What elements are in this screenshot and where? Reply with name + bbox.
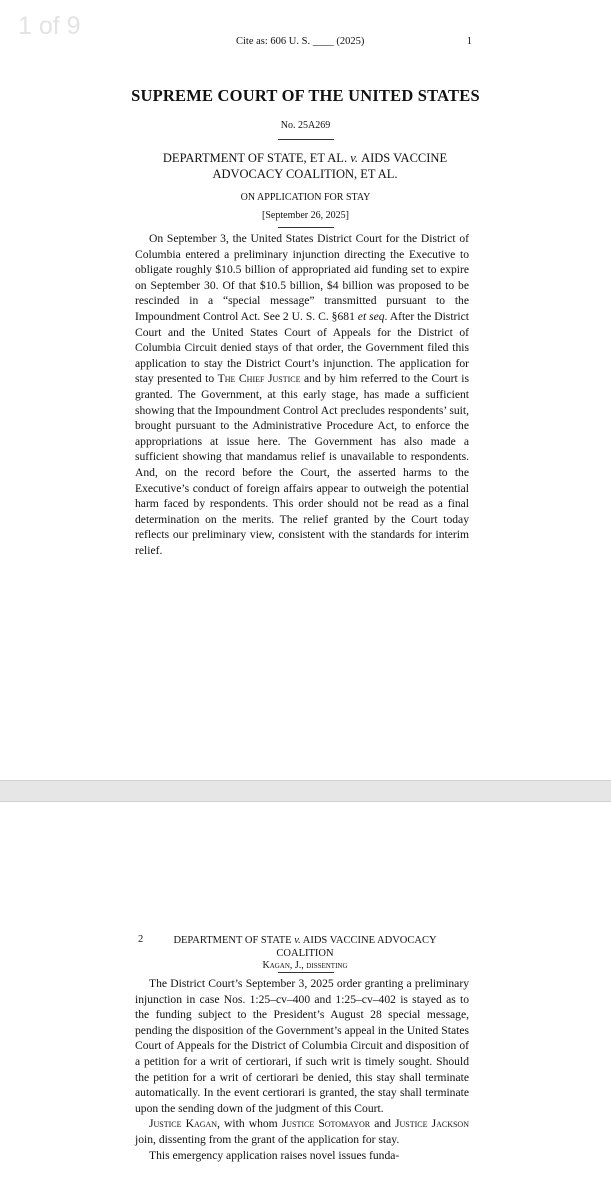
- divider: [278, 139, 334, 140]
- caption-party-2-cont: ADVOCACY COALITION,: [212, 167, 361, 181]
- citation: Cite as: 606 U. S. ____ (2025): [236, 36, 365, 47]
- docket-number: No. 25A269: [280, 120, 331, 131]
- caption-et-al-2: ET AL.: [360, 167, 398, 181]
- caption-et-al: ET AL.: [309, 151, 348, 165]
- paragraph: Justice Kagan, with whom Justice Sotomayor and Justice Jackson join, dissenting from the grant of the application for stay.: [135, 1117, 469, 1146]
- paragraph: The District Court’s September 3, 2025 order granting a preliminary injunction in case Nos. 1:25–cv–400 and 1:25–cv–402 is stayed as to the funding subject to the President’s August 28 special message, pending the disposition of the Government’s appeal in the United States Court of Appeals for the District of Columbia Circuit and disposition of a petition for a writ of certiorari, if such writ is timely sought. Should the petition for a writ of certiorari be denied, this stay shall terminate automatically. In the event certiorari is granted, the stay shall terminate upon the sending down of the judgment of this Court.: [135, 977, 469, 1115]
- order-text: [135, 976, 469, 1163]
- page-number: 1: [466, 36, 472, 47]
- running-title: DEPARTMENT OF STATE v. AIDS VACCINE ADVOCACY COALITION: [173, 935, 437, 959]
- decision-date: [September 26, 2025]: [262, 210, 349, 221]
- court-title: SUPREME COURT OF THE UNITED STATES: [131, 86, 480, 105]
- paragraph: On September 3, the United States District Court for the District of Columbia entered a preliminary injunction directing the Executive to obligate roughly $10.5 billion of appropriated aid funding set to expire on September 30. Of that $10.5 billion, $4 billion was proposed to be rescinded in a “special message” transmitted pursuant to the Impoundment Control Act. See 2 U. S. C. §681 et seq. After the District Court and the United States Court of Appeals for the District of Columbia Circuit denied stays of that order, the Government filed this application to stay the District Court’s injunction. The application for stay presented to The Chief Justice and by him referred to the Court is granted. The Government, at this early stage, has made a sufficient showing that the Impoundment Control Act precludes respondents’ suit, brought pursuant to the Administrative Procedure Act, to enforce the appropriations at issue here. The Government has also made a sufficient showing that mandamus relief is unavailable to respondents. And, on the record before the Court, the asserted harms to the Executive’s conduct of foreign affairs appear to outweigh the potential harm faced by respondents. This order should not be read as a final determination on the merits. The relief granted by the Court today reflects our preliminary view, consistent with the standards for interim relief.: [135, 232, 469, 557]
- page-number: 2: [138, 934, 144, 945]
- application-heading: ON APPLICATION FOR STAY: [240, 192, 371, 203]
- divider: [278, 972, 334, 973]
- order-text: [135, 231, 469, 558]
- caption-versus: v.: [347, 151, 362, 165]
- case-caption: [130, 150, 480, 182]
- paragraph: This emergency application raises novel issues funda-: [149, 1148, 400, 1162]
- page-separator: [0, 780, 611, 802]
- page-counter: 1 of 9: [18, 12, 81, 40]
- dissent-label: Kagan, J., dissenting: [262, 960, 348, 971]
- caption-party-1: DEPARTMENT OF STATE,: [162, 151, 310, 165]
- divider: [278, 227, 334, 228]
- document-page-2: [0, 802, 611, 1200]
- caption-party-2: AIDS VACCINE: [361, 151, 448, 165]
